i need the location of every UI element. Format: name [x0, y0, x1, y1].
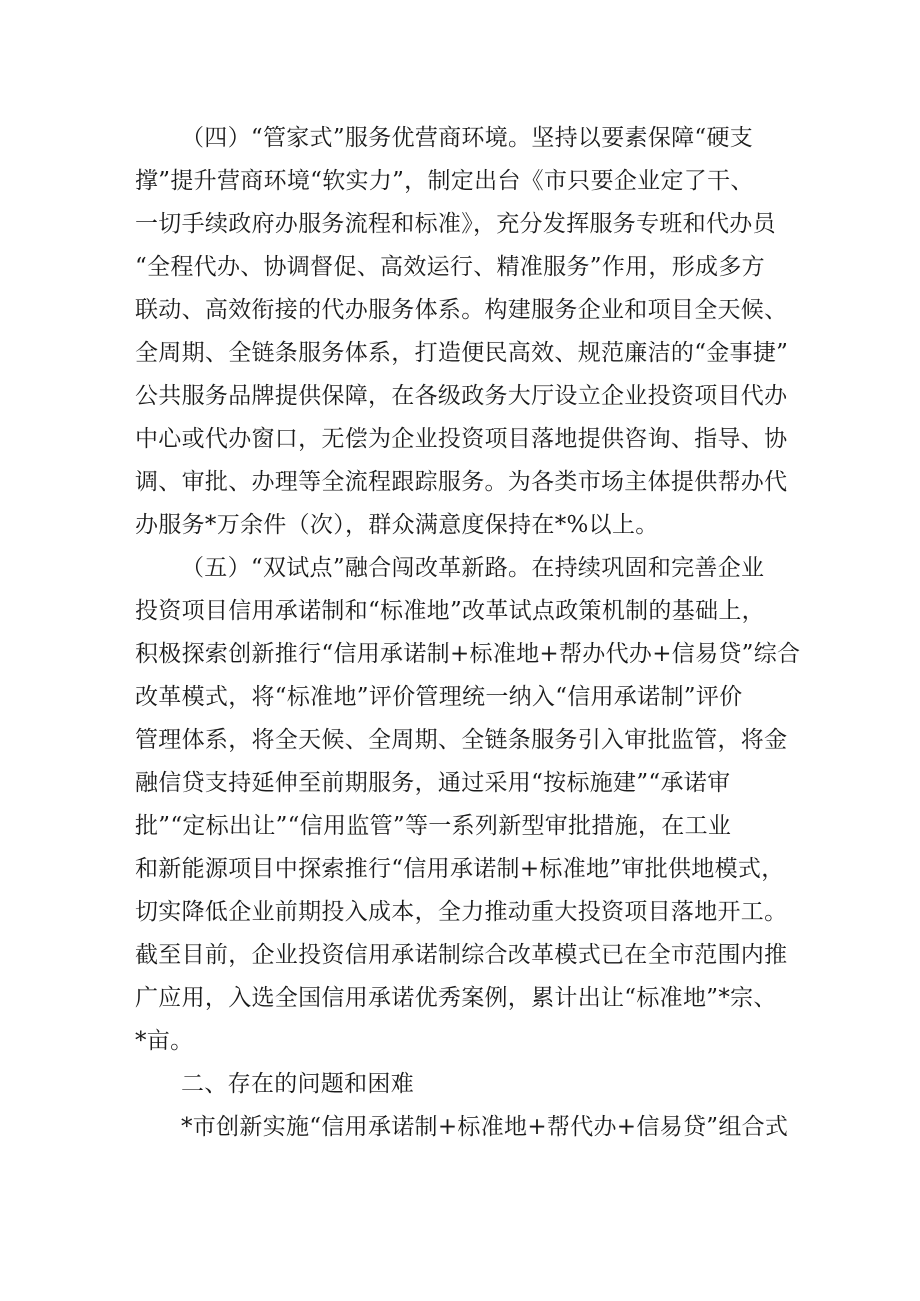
text-line: 办服务*万余件（次），群众满意度保持在*%以上。: [135, 512, 659, 538]
text-line: 融信贷支持延伸至前期服务，通过采用“按标施建”“承诺审: [135, 770, 731, 796]
text-line: *亩。: [135, 1028, 194, 1054]
text-line: 一切手续政府办服务流程和标准》，充分发挥服务专班和代办员: [135, 211, 776, 237]
text-line: （四）“管家式”服务优营商环境。坚持以要素保障“硬支: [181, 125, 754, 151]
section-heading: 二、存在的问题和困难: [181, 1071, 414, 1097]
paragraph-section-two-intro: [135, 1106, 825, 1149]
paragraph-section-four: [135, 117, 825, 547]
text-line: 积极探索创新推行“信用承诺制+标准地+帮办代办+信易贷”综合: [135, 641, 801, 667]
paragraph-section-five: [135, 547, 825, 1063]
text-line: 调、审批、办理等全流程跟踪服务。为各类市场主体提供帮办代: [135, 469, 788, 495]
text-line: 中心或代办窗口，无偿为企业投资项目落地提供咨询、指导、协: [135, 426, 788, 452]
text-line: 投资项目信用承诺制和“标准地”改革试点政策机制的基础上，: [135, 598, 765, 624]
text-line: 截至目前，企业投资信用承诺制综合改革模式已在全市范围内推: [135, 942, 788, 968]
document-page: [135, 117, 825, 1149]
text-line: 管理体系，将全天候、全周期、全链条服务引入审批监管，将金: [135, 727, 788, 753]
text-line: 公共服务品牌提供保障，在各级政务大厅设立企业投资项目代办: [135, 383, 788, 409]
text-line: 撑”提升营商环境“软实力”，制定出台《市只要企业定了干、: [135, 168, 754, 194]
text-line: 切实降低企业前期投入成本，全力推动重大投资项目落地开工。: [135, 899, 788, 925]
text-line: 改革模式，将“标准地”评价管理统一纳入“信用承诺制”评价: [135, 684, 743, 710]
text-line: （五）“双试点”融合闯改革新路。在持续巩固和完善企业: [181, 555, 765, 581]
text-line: “全程代办、协调督促、高效运行、精准服务”作用，形成多方: [135, 254, 765, 280]
text-line: 全周期、全链条服务体系，打造便民高效、规范廉洁的“金事捷”: [135, 340, 789, 366]
text-line: *市创新实施“信用承诺制+标准地+帮代办+信易贷”组合式: [181, 1114, 789, 1140]
text-line: 广应用，入选全国信用承诺优秀案例，累计出让“标准地”*宗、: [135, 985, 777, 1011]
text-line: 联动、高效衔接的代办服务体系。构建服务企业和项目全天候、: [135, 297, 788, 323]
text-line: 批”“定标出让”“信用监管”等一系列新型审批措施，在工业: [135, 813, 732, 839]
text-line: 和新能源项目中探索推行“信用承诺制+标准地”审批供地模式，: [135, 856, 785, 882]
